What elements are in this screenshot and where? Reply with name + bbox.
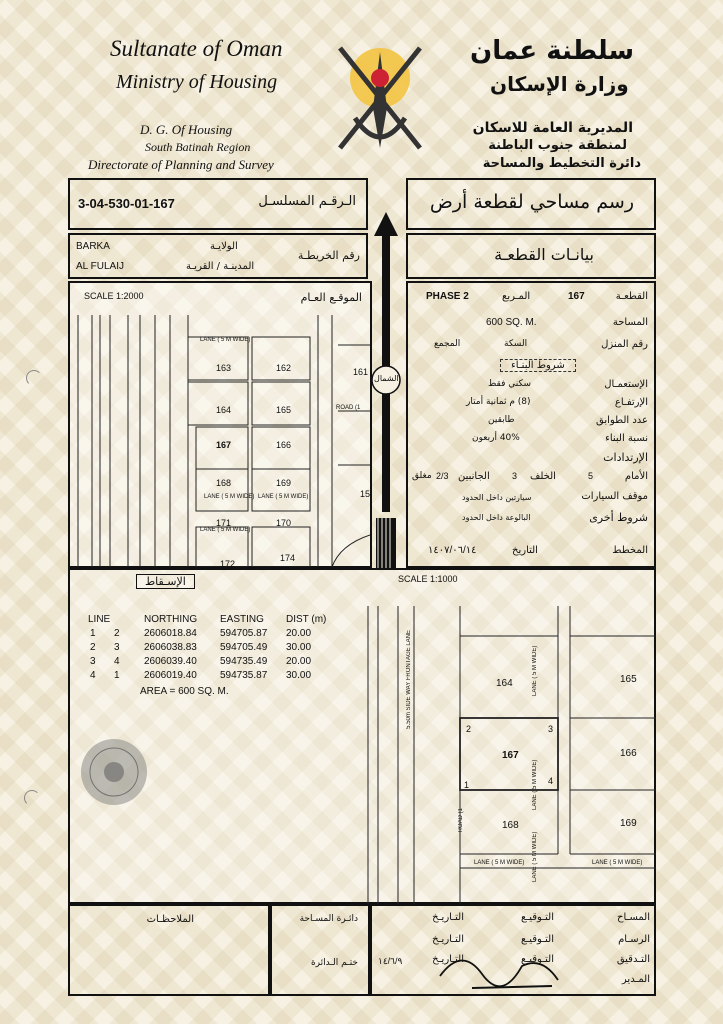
site-plot-label: 165 bbox=[276, 405, 292, 415]
area-value: 600 SQ. M. bbox=[486, 317, 537, 328]
complex-label: المجمع bbox=[434, 339, 461, 349]
village-value: AL FULAIJ bbox=[76, 261, 124, 272]
signature-label: التـوقيـع bbox=[521, 912, 554, 923]
north-arrow-icon bbox=[366, 212, 406, 572]
survey-dept-label: دائـرة المسـاحة bbox=[299, 914, 358, 924]
corner-label: 1 bbox=[464, 780, 470, 790]
site-plot-label: 166 bbox=[276, 440, 292, 450]
front-value: 5 bbox=[588, 471, 594, 481]
north-label: الشمال bbox=[374, 374, 399, 383]
table-cell: 1 bbox=[90, 628, 96, 639]
dg-ar: المديرية العامة للاسكان bbox=[472, 120, 633, 136]
site-plot-label: 162 bbox=[276, 363, 292, 373]
wilayat-label: الولايـة bbox=[210, 241, 238, 252]
signature-label: التـوقيـع bbox=[521, 954, 554, 965]
checker-label: التـدقيق bbox=[616, 954, 650, 965]
sides-note: مغلق bbox=[412, 471, 432, 481]
table-cell: 594735.49 bbox=[220, 656, 268, 667]
area-total: AREA = 600 SQ. M. bbox=[140, 686, 229, 697]
region-en: South Batinah Region bbox=[145, 140, 251, 154]
house-number-label: رقم المنزل bbox=[601, 339, 648, 350]
notes-box bbox=[68, 904, 270, 996]
serial-label: الـرقـم المسلسـل bbox=[258, 194, 356, 209]
wilayat-value: BARKA bbox=[76, 241, 110, 252]
site-lane-label: LANE ( 5 M WIDE) bbox=[200, 337, 251, 343]
sides-value: 2/3 bbox=[436, 471, 449, 481]
draftsman-label: الرسـام bbox=[618, 934, 650, 945]
sides-label: الجانبين bbox=[458, 471, 490, 482]
site-plot-label: 15 bbox=[360, 489, 371, 499]
table-header: DIST (m) bbox=[286, 614, 327, 625]
detail-plot-label: 165 bbox=[620, 674, 637, 685]
coverage-label: نسبة البناء bbox=[605, 433, 648, 444]
table-cell: 2 bbox=[114, 628, 120, 639]
rear-value: 3 bbox=[512, 471, 518, 481]
serial-box bbox=[68, 178, 368, 230]
village-label: المدينـة / القريـة bbox=[186, 261, 255, 272]
table-cell: 4 bbox=[90, 670, 96, 681]
projection-panel bbox=[68, 568, 656, 904]
site-lane-label: LANE ( 5 M WIDE) bbox=[204, 494, 255, 500]
block-value: PHASE 2 bbox=[426, 291, 469, 302]
date-label: التـاريـخ bbox=[432, 954, 464, 965]
detail-plot-label: 169 bbox=[620, 818, 637, 829]
table-cell: 20.00 bbox=[286, 656, 312, 667]
plot-data-title: بيانـات القطعـة bbox=[494, 245, 594, 264]
table-cell: 2 bbox=[90, 642, 96, 653]
height-label: الإرتفـاع bbox=[614, 397, 648, 408]
lane-label-vertical: LANE ( 5 M WIDE) bbox=[532, 759, 538, 810]
dg-en: D. G. Of Housing bbox=[140, 122, 233, 137]
corner-label: 4 bbox=[548, 776, 554, 786]
survey-dept-box bbox=[270, 904, 370, 996]
detail-plot-label-highlight: 167 bbox=[502, 750, 519, 761]
map-number-label: رقم الخريطـة bbox=[297, 249, 360, 262]
front-label: الأمام bbox=[624, 471, 648, 482]
sign-date-value: ١٤/٦/٩ bbox=[378, 956, 403, 966]
coverage-value: 40% أربعون bbox=[472, 433, 520, 443]
use-value: سكني فقط bbox=[488, 379, 531, 389]
lane-label-vertical: LANE ( 5 M WIDE) bbox=[532, 645, 538, 696]
directorate-ar: دائرة التخطيط والمساحة bbox=[482, 156, 641, 171]
frontage-lane-label: 5.50m SIDE WAY FRONTAGE LANE bbox=[406, 630, 412, 729]
site-label: الموقـع العـام bbox=[300, 291, 362, 304]
country-title-en: Sultanate of Oman bbox=[110, 36, 283, 61]
site-plot-label-highlight: 167 bbox=[216, 440, 232, 450]
corner-label: 3 bbox=[548, 724, 554, 734]
detail-plot-label: 168 bbox=[502, 820, 519, 831]
table-header: EASTING bbox=[220, 614, 264, 625]
detail-plot-label: 164 bbox=[496, 678, 513, 689]
projection-scale: SCALE 1:1000 bbox=[398, 574, 458, 584]
table-cell: 3 bbox=[90, 656, 96, 667]
table-cell: 2606019.40 bbox=[144, 670, 197, 681]
area-label: المساحة bbox=[612, 317, 648, 328]
table-cell: 594735.87 bbox=[220, 670, 268, 681]
country-title-ar: سلطنة عمان bbox=[470, 36, 635, 66]
table-cell: 20.00 bbox=[286, 628, 312, 639]
detail-plot-label: 166 bbox=[620, 748, 637, 759]
site-plot-label: 171 bbox=[216, 518, 232, 528]
other-conditions-value: البالوعة داخل الحدود bbox=[462, 513, 531, 522]
handwritten-signature bbox=[432, 936, 572, 994]
surveyor-label: المسـاح bbox=[617, 912, 650, 923]
plot-number: 167 bbox=[568, 291, 585, 302]
signature-label: التـوقيـع bbox=[521, 934, 554, 945]
ministry-title-ar: وزارة الإسكان bbox=[490, 72, 629, 96]
dept-stamp-label: ختـم الـدائرة bbox=[310, 958, 358, 968]
site-plot-label: 164 bbox=[216, 405, 232, 415]
table-cell: 4 bbox=[114, 656, 120, 667]
projection-label: الإسـقاط bbox=[136, 574, 195, 589]
date-label: التـاريـخ bbox=[432, 934, 464, 945]
manager-label: المـدير bbox=[621, 974, 650, 985]
table-cell: 2606018.84 bbox=[144, 628, 197, 639]
site-plot-label: 172 bbox=[220, 559, 236, 569]
signatures-box bbox=[370, 904, 656, 996]
table-cell: 2606038.83 bbox=[144, 642, 197, 653]
alley-label: السكة bbox=[504, 339, 528, 349]
site-scale: SCALE 1:2000 bbox=[84, 291, 144, 301]
notes-label: الملاحظـات bbox=[146, 914, 194, 925]
table-cell: 2606039.40 bbox=[144, 656, 197, 667]
directorate-en: Directorate of Planning and Survey bbox=[88, 157, 274, 172]
table-cell: 3 bbox=[114, 642, 120, 653]
parking-label: موقف السيارات bbox=[581, 491, 648, 502]
general-site-map bbox=[68, 281, 372, 568]
table-cell: 594705.87 bbox=[220, 628, 268, 639]
punch-hole bbox=[24, 790, 40, 806]
site-lane-label: LANE ( 5 M WIDE) bbox=[258, 494, 309, 500]
road-label: ROAD (1 bbox=[458, 808, 464, 833]
planner-date-value: ١٤٠٧/٠٦/١٤ bbox=[428, 545, 477, 556]
national-emblem-icon bbox=[325, 38, 435, 160]
building-conditions-heading: شروط البنـاء bbox=[500, 359, 576, 372]
site-plot-label: 168 bbox=[216, 478, 232, 488]
site-plot-label: 163 bbox=[216, 363, 232, 373]
rear-label: الخلف bbox=[530, 471, 556, 482]
table-cell: 30.00 bbox=[286, 642, 312, 653]
corner-label: 2 bbox=[466, 724, 472, 734]
lane-label-horizontal: LANE ( 5 M WIDE) bbox=[592, 860, 643, 866]
table-cell: 1 bbox=[114, 670, 120, 681]
parking-value: سيارتين داخل الحدود bbox=[462, 493, 532, 502]
planner-date-label: التاريخ bbox=[512, 545, 538, 556]
planner-label: المخطط bbox=[612, 545, 648, 556]
document-title-box bbox=[406, 178, 656, 230]
block-label: المـربع bbox=[502, 291, 531, 302]
floors-value: طابقين bbox=[488, 415, 515, 425]
serial-number: 3-04-530-01-167 bbox=[78, 196, 175, 211]
region-ar: لمنطقة جنوب الباطنة bbox=[488, 138, 627, 153]
use-label: الإستعمـال bbox=[604, 379, 648, 390]
site-plot-label: 169 bbox=[276, 478, 292, 488]
other-conditions-label: شروط أخرى bbox=[589, 511, 648, 524]
document-title: رسم مساحي لقطعة أرض bbox=[429, 191, 634, 213]
site-plot-label: 174 bbox=[280, 553, 296, 563]
date-label: التـاريـخ bbox=[432, 912, 464, 923]
plot-data-title-box bbox=[406, 233, 656, 279]
site-road-label: ROAD (1 bbox=[336, 405, 361, 411]
ministry-title-en: Ministry of Housing bbox=[116, 71, 278, 93]
lane-label-vertical: LANE ( 5 M WIDE) bbox=[532, 831, 538, 882]
official-seal-icon bbox=[78, 736, 150, 808]
table-cell: 30.00 bbox=[286, 670, 312, 681]
punch-hole bbox=[26, 370, 42, 386]
site-lane-label: LANE ( 5 M WIDE) bbox=[200, 527, 251, 533]
table-cell: 594705.49 bbox=[220, 642, 268, 653]
floors-label: عدد الطوابق bbox=[596, 415, 648, 426]
plot-data-panel bbox=[406, 281, 656, 568]
site-plot-label: 161 bbox=[353, 367, 369, 377]
lane-label-horizontal: LANE ( 5 M WIDE) bbox=[474, 860, 525, 866]
setbacks-label: الإرتدادات bbox=[603, 451, 648, 464]
site-plot-label: 170 bbox=[276, 518, 292, 528]
table-header: NORTHING bbox=[144, 614, 198, 625]
height-value: (8) م ثمانية أمتار bbox=[466, 397, 531, 407]
location-box bbox=[68, 233, 368, 279]
table-header: LINE bbox=[88, 614, 111, 625]
plot-number-label: القطعـة bbox=[615, 291, 648, 302]
